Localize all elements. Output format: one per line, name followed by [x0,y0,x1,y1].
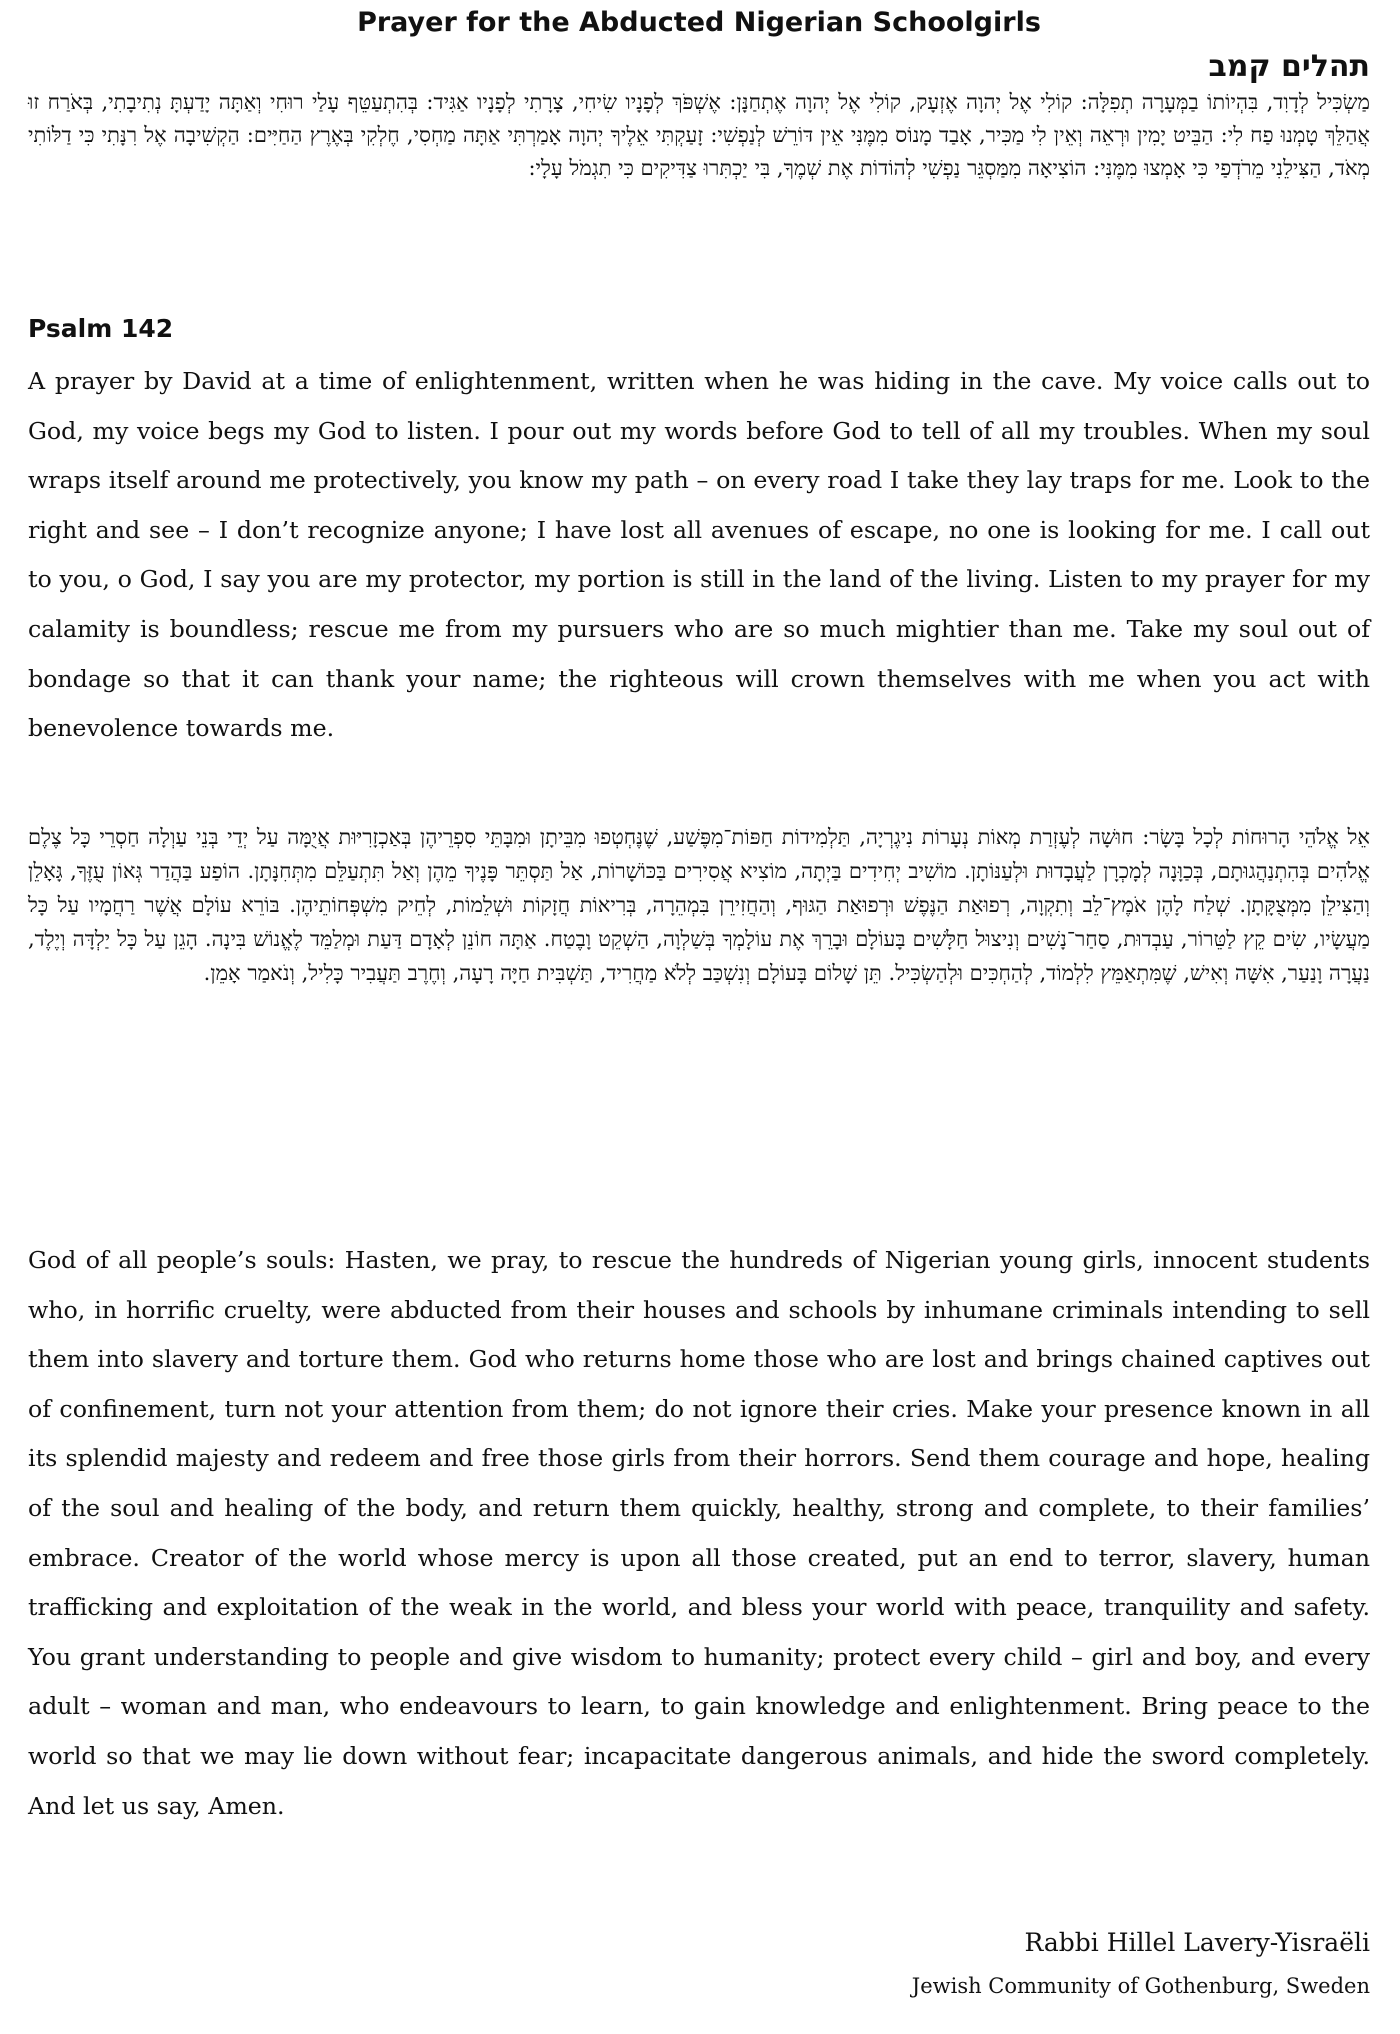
signature-author: Rabbi Hillel Lavery-Yisraëli [1024,1928,1370,1957]
prayer-english-text: God of all people’s souls: Hasten, we pray, to rescue the hundreds of Nigerian young girls, innocent students who, in horrific cruelty, were abducted from their houses and schools by inhumane criminals intending to sell them into slavery and torture them. God who returns home those who are lost and brings chained captives out of confinement, turn not your attention from them; do not ignore their cries. Make your presence known in all its splendid majesty and redeem and free those girls from their horrors. Send them courage and hope, healing of the soul and healing of the body, and return them quickly, healthy, strong and complete, to their families’ embrace. Creator of the world whose mercy is upon all those created, put an end to terror, slavery, human trafficking and exploitation of the weak in the world, and bless your world with peace, tranquility and safety. You grant understanding to people and give wisdom to humanity; protect every child – girl and boy, and every adult – woman and man, who endeavours to learn, to gain knowledge and enlightenment. Bring peace to the world so that we may lie down without fear; incapacitate dangerous animals, and hide the sword completely. And let us say, Amen. [28,1246,1370,1820]
psalm-english-text: A prayer by David at a time of enlightenment, written when he was hiding in the cave. My voice calls out to God, my voice begs my God to listen. I pour out my words before God to tell of all my troubles. When my soul wraps itself around me protectively, you know my path – on every road I take they lay traps for me. Look to the right and see – I don’t recognize anyone; I have lost all avenues of escape, no one is looking for me. I call out to you, o God, I say you are my protector, my portion is still in the land of the living. Listen to my prayer for my calamity is boundless; rescue me from my pursuers who are so much mightier than me. Take my soul out of bondage so that it can thank your name; the righteous will crown themselves with me when you act with benevolence towards me. [28,367,1370,743]
psalm-hebrew-heading: תהלים קמב [1208,49,1370,84]
psalm-english-heading: Psalm 142 [28,314,174,343]
signature-community: Jewish Community of Gothenburg, Sweden [911,1974,1370,1998]
document-title: Prayer for the Abducted Nigerian Schoolgirls [357,7,1041,38]
psalm-hebrew-text: מַשְׂכִּיל לְדָוִד, בִּהְיוֹתוֹ בַמְּעָרָה תְפִלָּה: קוֹלִי אֶל יְהוָה אֶזְעָק, קוֹלִי אֶל יְהוָה אֶתְחַנָּן: אֶשְׁפֹּךְ לְפָנָיו שִׂיחִי, צָרָתִי לְפָנָיו אַגִּיד: בְּהִתְעַטֵּף עָלַי רוּחִי וְאַתָּה יָדַעְתָּ נְתִיבָתִי, בְּאֹרַח זוּ אֲהַלֵּךְ טָמְנוּ פַח לִי: הַבֵּיט יָמִין וּרְאֵה וְאֵין לִי מַכִּיר, אָבַד מָנוֹס מִמֶּנִּי אֵין דּוֹרֵשׁ לְנַפְשִׁי: זָעַקְתִּי אֵלֶיךָ יְהוָה אָמַרְתִּי אַתָּה מַחְסִי, חֶלְקִי בְּאֶרֶץ הַחַיִּים: הַקְשִׁיבָה אֶל רִנָּתִי כִּי דַלּוֹתִי מְאֹד, הַצִּילֵנִי מֵרֹדְפַי כִּי אָמְצוּ מִמֶּנִּי: הוֹצִיאָה מִמַּסְגֵּר נַפְשִׁי לְהוֹדוֹת אֶת שְׁמֶךָ, בִּי יַכְתִּרוּ צַדִּיקִים כִּי תִגְמֹל עָלָי: [28,90,1370,180]
prayer-hebrew-text: אֵל אֱלֹהֵי הָרוּחוֹת לְכָל בָּשָׂר: חוּשָׁה לְעֶזְרַת מְאוֹת נְעָרוֹת נִיגֶרְיָה, תַּלְמִידוֹת חַפּוֹת־מִפֶּשַׁע, שֶׁנֶּחְטְפוּ מִבֵּיתָן וּמִבָּתֵּי סִפְרֵיהֶן בְּאַכְזָרִיּוּת אֲיֻמָּה עַל יְדֵי בְּנֵי עַוְלָה חַסְרֵי כָּל צֶלֶם אֱלֹהִים בְּהִתְנַהֲגוּתָם, בְּכַוָּנָה לְמָכְרָן לַעֲבָדוּת וּלְעַנּוֹתָן. מוֹשִׁיב יְחִידִים בַּיְתָה, מוֹצִיא אֲסִירִים בַּכּוֹשָׁרוֹת, אַל תַּסְתֵּר פָּנֶיךָ מֵהֶן וְאַל תִּתְעַלֵּם מִתְּחִנָּתָן. הוֹפַע בַּהֲדַר גְּאוֹן עֻזֶּךָ, גָּאָלֵן וְהַצִּילֵן מִמְּצֻקָּתָן. שְׁלַח לָהֶן אֹמֶץ־לֵב וְתִקְוָה, רְפוּאַת הַנֶּפֶשׁ וּרְפוּאַת הַגּוּף, וְהַחֲזִירֵן בִּמְהֵרָה, בְּרִיאוֹת חֲזָקוֹת וּשְׁלֵמוֹת, לְחֵיק מִשְׁפְּחוֹתֵיהֶן. בּוֹרֵא עוֹלָם אֲשֶׁר רַחֲמָיו עַל כָּל מַעֲשָׂיו, שִׂים קֵץ לַטֵּרוֹר, עַבְדוּת, סַחַר־נָשִׁים וְנִיצוּל חַלָּשִׁים בָּעוֹלָם וּבָרֵךְ אֶת עוֹלָמְךָ בְּשַׁלְוָה, הַשְׁקֵט וָבֶטַח. אַתָּה חוֹנֵן לְאָדָם דַּעַת וּמְלַמֵּד לֶאֱנוֹשׁ בִּינָה. הָגֵן עַל כָּל יַלְדָּה וְיֶלֶד, נַעֲרָה וָנַעַר, אִשָּׁה וְאִישׁ, שֶׁמִּתְאַמֵּץ לִלְמוֹד, לְהַחְכִּים וּלְהַשְׂכִּיל. תֵּן שָׁלוֹם בָּעוֹלָם וְנִשְׁכַּב לְלֹא מַחֲרִיד, תַּשְׁבִּית חַיָּה רָעָה, וְחֶרֶב תַּעֲבִיר כָּלִיל, וְנֹאמַר אָמֵן. [28,825,1370,985]
